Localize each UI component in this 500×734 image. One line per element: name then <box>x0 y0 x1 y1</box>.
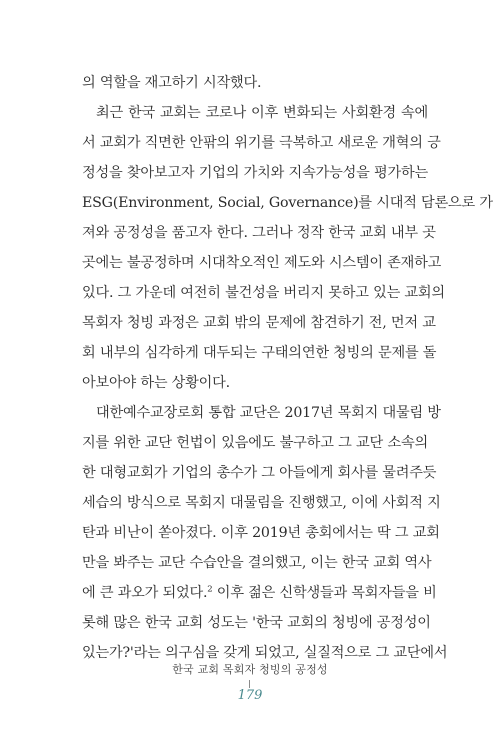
body-line: 져와 공정성을 품고자 한다. 그러나 정작 한국 교회 내부 곳 <box>82 225 436 241</box>
body-line: 있다. 그 가운데 여전히 불건성을 버리지 못하고 있는 교회의 <box>82 285 445 301</box>
body-line: 서 교회가 직면한 안팎의 위기를 극복하고 새로운 개혁의 긍 <box>82 135 441 151</box>
running-footer-title: 한국 교회 목회자 청빙의 공정성 <box>172 663 328 676</box>
footer-divider <box>249 680 250 688</box>
body-line: 세습의 방식으로 목회지 대물림을 진행했고, 이에 사회적 지 <box>82 495 441 511</box>
body-line: 한 대형교회가 기업의 총수가 그 아들에게 회사를 물려주듯 <box>82 465 437 481</box>
page-number: 179 <box>237 688 263 703</box>
body-line-segment: 에 큰 과오가 되었다. <box>82 585 208 601</box>
body-line: 목회자 청빙 과정은 교회 밖의 문제에 참견하기 전, 먼저 교 <box>82 315 436 331</box>
body-line: 아보아야 하는 상황이다. <box>82 375 230 391</box>
footnote-marker[interactable]: 2 <box>207 584 213 595</box>
body-line: 지를 위한 교단 헌법이 있음에도 불구하고 그 교단 소속의 <box>82 435 428 451</box>
body-line-with-footnote <box>82 583 437 603</box>
body-line: 만을 봐주는 교단 수습안을 결의했고, 이는 한국 교회 역사 <box>82 555 432 571</box>
body-line: 정성을 찾아보고자 기업의 가치와 지속가능성을 평가하는 <box>82 165 428 181</box>
body-line-segment: 이후 젊은 신학생들과 목회자들을 비 <box>212 585 437 601</box>
body-line: 탄과 비난이 쏟아졌다. 이후 2019년 총회에서는 딱 그 교회 <box>82 525 440 541</box>
body-line: ESG(Environment, Social, Governance)를 시대적 담론으로 가 <box>82 195 493 211</box>
body-line: 곳에는 불공정하며 시대착오적인 제도와 시스템이 존재하고 <box>82 255 442 271</box>
body-line: 있는가?'라는 의구심을 갖게 되었고, 실질적으로 그 교단에서 <box>82 645 448 661</box>
body-line: 회 내부의 심각하게 대두되는 구태의연한 청빙의 문제를 돌 <box>82 345 437 361</box>
body-line: 대한예수교장로회 통합 교단은 2017년 목회지 대물림 방 <box>96 405 441 421</box>
body-line: 의 역할을 재고하기 시작했다. <box>82 75 262 91</box>
body-line: 최근 한국 교회는 코로나 이후 변화되는 사회환경 속에 <box>96 105 428 121</box>
body-line: 롯해 많은 한국 교회 성도는 '한국 교회의 청빙에 공정성이 <box>82 615 431 631</box>
